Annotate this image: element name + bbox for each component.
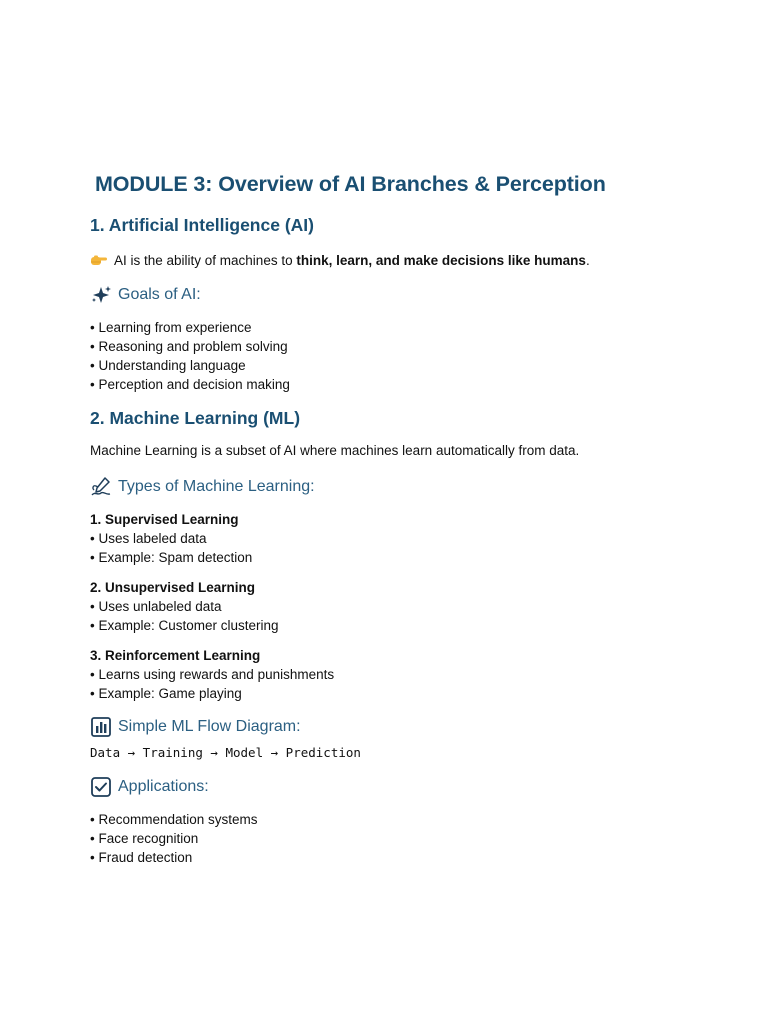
- list-item: • Example: Game playing: [90, 686, 242, 701]
- ai-definition: [90, 253, 590, 268]
- types-heading: [90, 477, 315, 497]
- goals-heading: [90, 285, 201, 305]
- applications-heading: [90, 777, 209, 797]
- list-item: • Recommendation systems: [90, 812, 258, 827]
- applications-heading-label: Applications:: [118, 778, 209, 795]
- list-item: • Example: Spam detection: [90, 550, 253, 565]
- ml-type-name: 3. Reinforcement Learning: [90, 648, 261, 663]
- section-heading-ai: 1. Artificial Intelligence (AI): [90, 215, 314, 235]
- types-heading-label: Types of Machine Learning:: [118, 478, 315, 495]
- goals-list: [90, 318, 290, 394]
- ml-type-name: 2. Unsupervised Learning: [90, 580, 256, 595]
- page-title: MODULE 3: Overview of AI Branches & Perception: [95, 172, 606, 196]
- pointing-hand-icon: [90, 253, 108, 267]
- ml-definition: Machine Learning is a subset of AI where machines learn automatically from data.: [90, 443, 580, 458]
- ml-type-name: 1. Supervised Learning: [90, 512, 239, 527]
- check-box-icon: [90, 777, 112, 797]
- goals-heading-label: Goals of AI:: [118, 286, 201, 303]
- sparkles-icon: [90, 285, 112, 305]
- writing-hand-icon: [90, 477, 112, 497]
- list-item: • Understanding language: [90, 358, 246, 373]
- list-item: • Example: Customer clustering: [90, 618, 279, 633]
- list-item: • Perception and decision making: [90, 377, 290, 392]
- list-item: • Learning from experience: [90, 320, 252, 335]
- ai-definition-emphasis: think, learn, and make decisions like humans: [296, 253, 586, 268]
- ai-definition-text: AI is the ability of machines to: [114, 253, 297, 268]
- flow-heading-label: Simple ML Flow Diagram:: [118, 718, 301, 735]
- ai-definition-end: .: [585, 253, 590, 268]
- list-item: • Uses labeled data: [90, 531, 207, 546]
- list-item: • Reasoning and problem solving: [90, 339, 288, 354]
- section-heading-ml: 2. Machine Learning (ML): [90, 408, 301, 428]
- ml-flow-diagram: Data → Training → Model → Prediction: [90, 745, 361, 760]
- supervised-learning-block: [90, 510, 252, 567]
- list-item: • Uses unlabeled data: [90, 599, 222, 614]
- unsupervised-learning-block: [90, 578, 279, 635]
- reinforcement-learning-block: [90, 646, 334, 703]
- list-item: • Fraud detection: [90, 850, 193, 865]
- list-item: • Learns using rewards and punishments: [90, 667, 335, 682]
- bar-chart-icon: [90, 717, 112, 737]
- flow-heading: [90, 717, 301, 737]
- applications-list: [90, 810, 258, 867]
- list-item: • Face recognition: [90, 831, 199, 846]
